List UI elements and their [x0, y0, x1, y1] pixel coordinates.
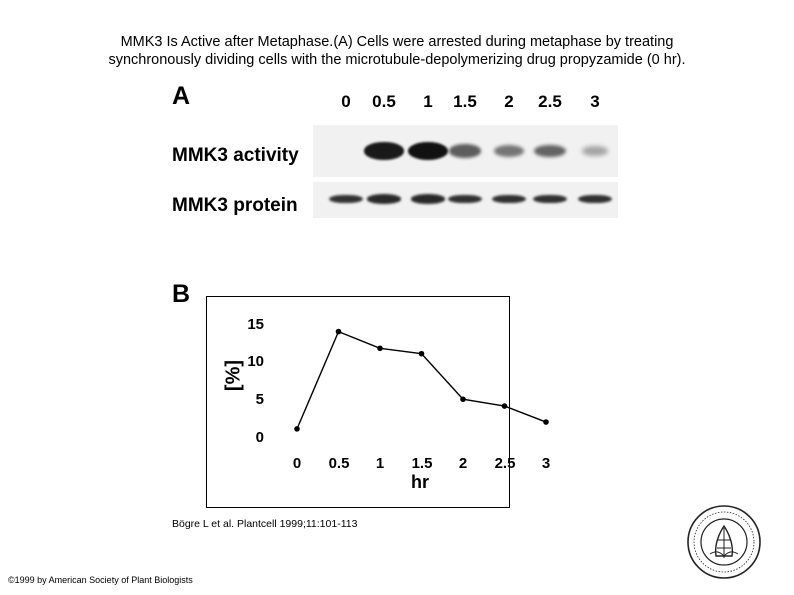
blot-band	[534, 145, 566, 158]
y-tick-label: 0	[255, 429, 264, 446]
y-tick-label: 5	[255, 391, 264, 408]
lane-label: 3	[590, 92, 600, 111]
x-tick-label: 1.5	[411, 455, 433, 472]
blot-band	[329, 195, 362, 204]
citation: Bögre L et al. Plantcell 1999;11:101-113	[172, 518, 358, 530]
blot-band	[449, 144, 482, 157]
blot-band	[408, 142, 448, 160]
x-tick-label: 2	[458, 455, 468, 472]
blot-band	[448, 195, 481, 204]
blot-band	[367, 194, 401, 203]
protein-blot	[313, 182, 618, 218]
panel-b-letter: B	[172, 280, 191, 308]
x-tick-label: 1	[375, 455, 385, 472]
x-tick-label: 0.5	[328, 455, 350, 472]
blot-band	[582, 146, 608, 155]
panel-a-letter: A	[172, 82, 191, 110]
y-tick-label: 15	[247, 316, 264, 333]
blot-band	[494, 145, 524, 157]
data-point	[543, 419, 549, 425]
lane-label: 1	[423, 92, 433, 111]
blot-band	[364, 142, 403, 159]
lane-label: 2.5	[538, 92, 562, 111]
blot-band	[578, 195, 611, 204]
aspb-seal-icon	[686, 504, 762, 580]
blot-band	[411, 194, 445, 203]
y-axis-label: [%]	[222, 359, 245, 392]
figure-title	[20, 33, 774, 69]
y-tick-label: 10	[247, 353, 264, 370]
activity-blot	[313, 125, 618, 177]
blot-band	[533, 195, 566, 204]
blot-band	[492, 195, 525, 204]
row-label-activity: MMK3 activity	[172, 145, 299, 166]
row-label-protein: MMK3 protein	[172, 195, 298, 216]
lane-label: 1.5	[453, 92, 477, 111]
lane-label: 2	[504, 92, 514, 111]
x-tick-label: 2.5	[494, 455, 516, 472]
copyright: ©1999 by American Society of Plant Biologists	[8, 575, 193, 585]
title-line-2: synchronously dividing cells with the microtubule-depolymerizing drug propyzamide (0 hr).	[108, 52, 686, 68]
lane-label: 0	[341, 92, 351, 111]
x-tick-label: 3	[541, 455, 551, 472]
title-line-1: MMK3 Is Active after Metaphase.(A) Cells were arrested during metaphase by treating	[120, 34, 674, 50]
x-tick-label: 0	[292, 455, 302, 472]
x-axis-label: hr	[411, 472, 429, 492]
lane-label: 0.5	[372, 92, 396, 111]
